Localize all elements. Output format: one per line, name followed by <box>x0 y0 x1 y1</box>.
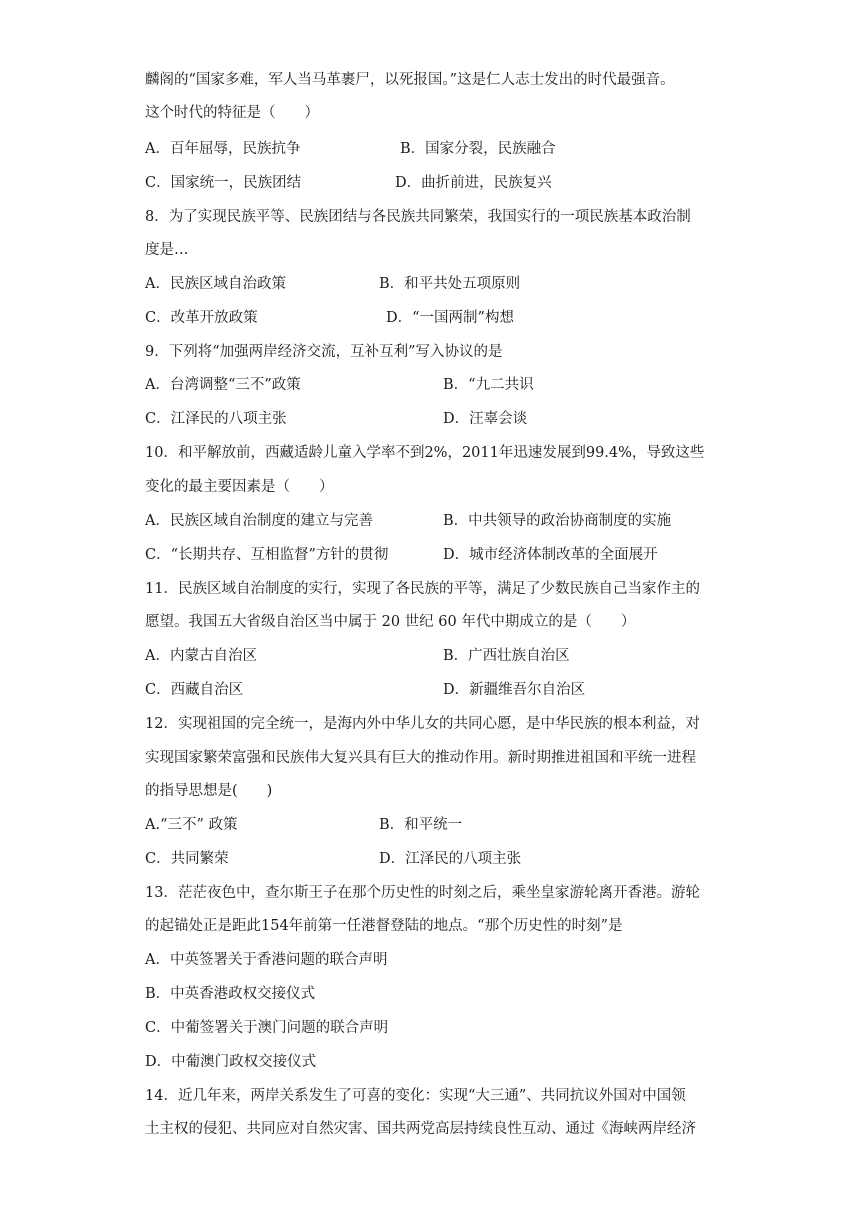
q13-option-d[interactable]: D．中葡澳门政权交接仪式 <box>145 1054 317 1070</box>
q11-text-line-2: 愿望。我国五大省级自治区当中属于 20 世纪 60 年代中期成立的是（ ） <box>145 614 636 630</box>
q10-option-d[interactable]: D．城市经济体制改革的全面展开 <box>443 547 658 563</box>
q12-text-line-2: 实现国家繁荣富强和民族伟大复兴具有巨大的推动作用。新时期推进祖国和平统一进程 <box>145 750 696 766</box>
q8-text-line-1: 8．为了实现民族平等、民族团结与各民族共同繁荣，我国实行的一项民族基本政治制 <box>145 209 691 225</box>
q13-text-line-2: 的起锚处正是距此154年前第一任港督登陆的地点。“那个历史性的时刻”是 <box>145 918 623 934</box>
q13-option-a[interactable]: A．中英签署关于香港问题的联合声明 <box>145 952 388 968</box>
q8-option-d[interactable]: D．“一国两制”构想 <box>386 310 514 326</box>
q11-option-d[interactable]: D．新疆维吾尔自治区 <box>443 682 586 698</box>
q12-option-a[interactable]: A.“三不” 政策 <box>145 817 238 833</box>
q9-option-b[interactable]: B．“九二共识 <box>443 377 534 393</box>
q11-option-b[interactable]: B．广西壮族自治区 <box>443 648 570 664</box>
q10-text-line-1: 10．和平解放前，西藏适龄儿童入学率不到2%，2011年迅速发展到99.4%，导致这些 <box>145 445 705 461</box>
q9-text-line-1: 9．下列将“加强两岸经济交流，互补互利”写入协议的是 <box>145 344 503 360</box>
q10-option-c[interactable]: C．“长期共存、互相监督”方针的贯彻 <box>145 547 389 563</box>
q9-option-d[interactable]: D．汪辜会谈 <box>443 411 528 427</box>
q13-option-b[interactable]: B．中英香港政权交接仪式 <box>145 986 316 1002</box>
q10-text-line-2: 变化的最主要因素是（ ） <box>145 479 334 495</box>
q9-option-a[interactable]: A．台湾调整“三不”政策 <box>145 377 301 393</box>
q12-option-d[interactable]: D．江泽民的八项主张 <box>379 851 522 867</box>
q7-text-line-1: 麟阁的“国家多难，军人当马革裹尸，以死报国。”这是仁人志士发出的时代最强音。 <box>145 72 675 88</box>
q14-text-line-2: 土主权的侵犯、共同应对自然灾害、国共两党高层持续良性互动、通过《海峡两岸经济 <box>145 1121 696 1137</box>
q10-option-b[interactable]: B．中共领导的政治协商制度的实施 <box>443 513 672 529</box>
q12-text-line-1: 12．实现祖国的完全统一，是海内外中华儿女的共同心愿，是中华民族的根本利益，对 <box>145 716 700 732</box>
q11-text-line-1: 11．民族区域自治制度的实行，实现了各民族的平等，满足了少数民族自己当家作主的 <box>145 581 700 597</box>
q13-text-line-1: 13．茫茫夜色中，查尔斯王子在那个历史性的时刻之后，乘坐皇家游轮离开香港。游轮 <box>145 885 700 901</box>
q11-option-a[interactable]: A．内蒙古自治区 <box>145 648 257 664</box>
q10-option-a[interactable]: A．民族区域自治制度的建立与完善 <box>145 513 373 529</box>
q12-option-c[interactable]: C．共同繁荣 <box>145 851 229 867</box>
q12-text-line-3: 的指导思想是( ) <box>145 783 273 799</box>
q7-option-a[interactable]: A．百年屈辱，民族抗争 <box>145 141 301 157</box>
q14-text-line-1: 14．近几年来，两岸关系发生了可喜的变化：实现“大三通”、共同抗议外国对中国领 <box>145 1088 686 1104</box>
q7-option-d[interactable]: D．曲折前进，民族复兴 <box>395 175 552 191</box>
q7-text-line-2: 这个时代的特征是（ ） <box>145 105 319 121</box>
q8-option-b[interactable]: B．和平共处五项原则 <box>379 276 521 292</box>
q7-option-c[interactable]: C．国家统一，民族团结 <box>145 175 302 191</box>
q8-option-a[interactable]: A．民族区域自治政策 <box>145 276 286 292</box>
q8-text-line-2: 度是… <box>145 242 189 258</box>
q12-option-b[interactable]: B．和平统一 <box>379 817 463 833</box>
q9-option-c[interactable]: C．江泽民的八项主张 <box>145 411 287 427</box>
q7-option-b[interactable]: B．国家分裂，民族融合 <box>400 141 556 157</box>
q11-option-c[interactable]: C．西藏自治区 <box>145 682 244 698</box>
q13-option-c[interactable]: C．中葡签署关于澳门问题的联合声明 <box>145 1020 389 1036</box>
q8-option-c[interactable]: C．改革开放政策 <box>145 310 258 326</box>
